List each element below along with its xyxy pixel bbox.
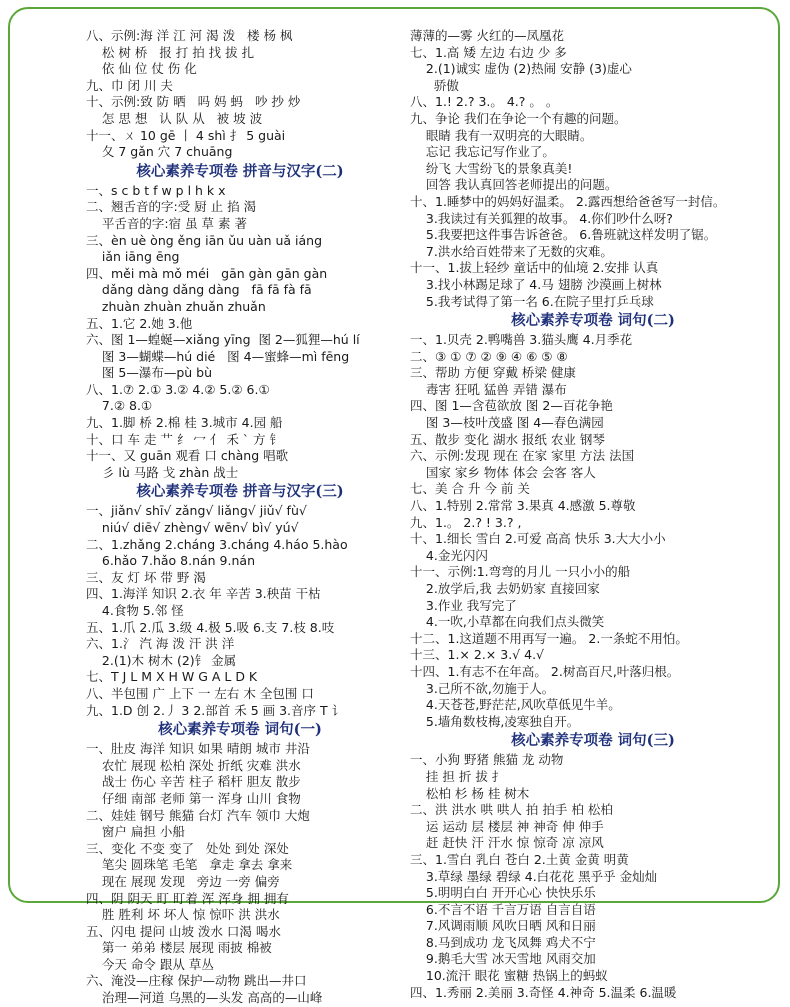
right-column: [410, 28, 776, 1001]
answer-line: 十三、1.× 2.× 3.√ 4.√: [410, 647, 545, 663]
answer-line: 2.(1)诚实 虚伪 (2)热闹 安静 (3)虚心: [410, 61, 632, 77]
left-column: [86, 28, 404, 1007]
answer-line: 毒害 狂吼 猛兽 弄错 瀑布: [410, 381, 567, 397]
answer-line: 一、s c b t f w p l h k x: [86, 182, 226, 198]
answer-line: 2.(1)木 树木 (2)钅 金属: [86, 652, 237, 668]
answer-line: 九、争论 我们在争论一个有趣的问题。: [410, 110, 627, 126]
answer-line: 3.找小林踢足球了 4.马 翅膀 沙漠画上树林: [410, 276, 662, 292]
answer-line: zhuàn zhuàn zhuǎn zhuǎn: [86, 298, 266, 314]
section-heading: 核心素养专项卷 拼音与汉字(三): [136, 483, 344, 501]
answer-line: 7.洪水给百姓带来了无数的灾难。: [410, 243, 613, 259]
answer-line: 10.流汗 眼花 蜜糖 热锅上的蚂蚁: [410, 968, 608, 984]
answer-line: 一、肚皮 海洋 知识 如果 晴朗 城市 井沿: [86, 741, 310, 757]
answer-line: 二、洪 洪水 哄 哄人 拍 拍手 柏 松柏: [410, 802, 613, 818]
answer-line: 八、1.⑦ 2.① 3.② 4.② 5.② 6.①: [86, 381, 270, 397]
answer-line: 4.天苍苍,野茫茫,风吹草低见牛羊。: [410, 697, 621, 713]
answer-line: 十、示例:致 防 晒 吗 妈 蚂 吵 抄 炒: [86, 94, 301, 110]
answer-line: 5.我考试得了第一名 6.在院子里打乒乓球: [410, 293, 654, 309]
answer-line: 农忙 展现 松柏 深处 折纸 灾难 洪水: [86, 757, 301, 773]
answer-line: 七、T J L M X H W G A L D K: [86, 669, 258, 685]
answer-line: 4.一吹,小草都在向我们点头微笑: [410, 614, 605, 630]
answer-line: 五、1.爪 2.瓜 3.级 4.极 5.吸 6.支 7.枝 8.吱: [86, 619, 335, 635]
answer-line: 5.墙角数枝梅,凌寒独自开。: [410, 713, 580, 729]
answer-line: 松 树 桥 报 打 拍 找 拔 扎: [86, 44, 255, 60]
answer-line: 三、帮助 方便 穿戴 桥梁 健康: [410, 365, 576, 381]
answer-line: 八、1.特别 2.常常 3.果真 4.感激 5.尊敬: [410, 498, 636, 514]
answer-line: 四、1.秀丽 2.美丽 3.奇怪 4.神奇 5.温柔 6.温暖: [410, 984, 677, 1000]
answer-line: 依 仙 位 仗 伤 化: [86, 61, 197, 77]
answer-line: 5.我要把这件事告诉爸爸。 6.鲁班就这样发明了锯。: [410, 227, 717, 243]
answer-line: 五、1.它 2.她 3.他: [86, 315, 193, 331]
answer-line: 十、口 车 走 艹 纟 冖 亻 禾 ˋ 方 钅: [86, 431, 282, 447]
answer-line: 八、1.! 2.? 3.。 4.? 。 。: [410, 94, 559, 110]
answer-line: 四、1.海洋 知识 2.衣 年 辛苦 3.秧苗 干枯: [86, 586, 321, 602]
answer-line: 7.② 8.①: [86, 398, 153, 414]
answer-line: niú√ diē√ zhèng√ wēn√ bì√ yú√: [86, 520, 299, 536]
answer-line: 今天 命令 跟从 草丛: [86, 956, 214, 972]
answer-line: 二、娃娃 钢号 熊猫 台灯 汽车 领巾 大炮: [86, 807, 310, 823]
answer-line: 运 运动 层 楼层 神 神奇 伸 伸手: [410, 818, 604, 834]
answer-line: 一、1.贝壳 2.鸭嘴兽 3.猫头鹰 4.月季花: [410, 332, 633, 348]
answer-line: 国家 家乡 物体 体会 会客 客人: [410, 464, 596, 480]
answer-line: 3.我读过有关狐狸的故事。 4.你们吵什么呀?: [410, 210, 673, 226]
answer-line: 8.马到成功 龙飞凤舞 鸡犬不宁: [410, 934, 596, 950]
answer-line: 夂 7 gǎn 穴 7 chuāng: [86, 144, 233, 160]
answer-line: 三、友 灯 坏 带 野 渴: [86, 569, 206, 585]
answer-line: 图 3—枝叶茂盛 图 4—春色满园: [410, 415, 604, 431]
answer-line: 薄薄的—雾 火红的—凤凰花: [410, 28, 564, 43]
answer-line: 现在 展现 发现 旁边 一旁 偏旁: [86, 873, 280, 889]
answer-line: 十一、又 guān 观看 口 chàng 唱歌: [86, 448, 289, 464]
answer-line: 十一、1.拔上轻纱 童话中的仙境 2.安排 认真: [410, 260, 659, 276]
answer-line: 眼睛 我有一双明亮的大眼睛。: [410, 127, 593, 143]
answer-line: dǎng dàng dǎng dàng fā fā fà fā: [86, 282, 312, 298]
answer-line: 胜 胜利 坏 坏人 惊 惊吓 洪 洪水: [86, 907, 280, 923]
answer-line: 十二、1.这道题不用再写一遍。 2.一条蛇不用怕。: [410, 630, 688, 646]
answer-line: 窗户 扁担 小船: [86, 824, 185, 840]
answer-line: 6.hǎo 7.hǎo 8.nán 9.nán: [86, 553, 255, 569]
answer-line: 图 3—蝴蝶—hú dié 图 4—蜜蜂—mì fēng: [86, 348, 350, 364]
answer-line: 九、1.。 2.? ! 3.? ,: [410, 514, 522, 530]
answer-line: 怎 思 想 认 队 从 被 坡 波: [86, 110, 263, 126]
answer-line: 六、示例:发现 现在 在家 家里 方法 法国: [410, 448, 635, 464]
answer-line: 平舌音的字:宿 虽 草 素 著: [86, 215, 247, 231]
answer-line: 2.放学后,我 去奶奶家 直接回家: [410, 581, 600, 596]
section-heading: 核心素养专项卷 词句(三): [511, 732, 675, 750]
answer-line: 彡 lù 马路 戈 zhàn 战士: [86, 464, 239, 480]
answer-line: 四、阴 阴天 盯 盯着 浑 浑身 拥 拥有: [86, 890, 289, 906]
answer-line: 七、美 合 升 今 前 关: [410, 481, 530, 497]
answer-line: 第一 弟弟 楼层 展现 雨披 棉被: [86, 940, 272, 956]
answer-line: 六、图 1—蝗蜒—xiǎng yīng 图 2—狐狸—hú lí: [86, 332, 360, 348]
answer-line: 4.金光闪闪: [410, 547, 488, 563]
answer-line: 回答 我认真回答老师提出的问题。: [410, 177, 618, 193]
answer-line: 9.鹅毛大雪 冰天雪地 风雨交加: [410, 951, 596, 967]
answer-line: 六、1.氵 汽 海 泼 汗 洪 洋: [86, 636, 235, 652]
answer-line: 三、变化 不变 变了 处处 到处 深处: [86, 840, 289, 856]
answer-line: 十、1.睡梦中的妈妈好温柔。 2.露西想给爸爸写一封信。: [410, 193, 726, 209]
answer-line: 6.不言不语 千言万语 自言自语: [410, 901, 596, 917]
answer-line: 二、1.zhǎng 2.cháng 3.cháng 4.háo 5.hào: [86, 536, 348, 552]
answer-line: 赶 赶快 汗 汗水 惊 惊奇 凉 凉风: [410, 835, 604, 851]
answer-line: 四、měi mà mǒ méi gān gàn gān gàn: [86, 265, 328, 281]
answer-line: 四、图 1—含苞欲放 图 2—百花争艳: [410, 398, 613, 414]
answer-line: 5.明明白白 开开心心 快快乐乐: [410, 885, 596, 901]
answer-line: 三、èn uè òng ěng iān ǔu uàn uǎ iáng: [86, 232, 323, 248]
answer-line: 十、1.细长 雪白 2.可爱 高高 快乐 3.大大小小: [410, 531, 666, 547]
answer-line: 五、散步 变化 湖水 报纸 农业 钢琴: [410, 431, 605, 447]
answer-line: iǎn iāng ēng: [86, 249, 180, 265]
answer-line: 八、半包围 广 上下 一 左右 木 全包围 口: [86, 685, 314, 701]
section-heading: 核心素养专项卷 词句(一): [158, 721, 322, 739]
answer-line: 3.己所不欲,勿施于人。: [410, 680, 555, 696]
answer-line: 3.作业 我写完了: [410, 597, 517, 613]
answer-line: 3.草绿 墨绿 碧绿 4.白花花 黑乎乎 金灿灿: [410, 868, 658, 884]
answer-line: 九、1.D 创 2.丿 3 2.部首 禾 5 画 3.音序 T 讠: [86, 702, 345, 718]
answer-line: 八、示例:海 洋 江 河 渴 泼 楼 杨 枫: [86, 28, 293, 43]
answer-line: 一、jiǎn√ shī√ zǎng√ liǎng√ jiǔ√ fù√: [86, 503, 307, 519]
answer-line: 三、1.雪白 乳白 苍白 2.土黄 金黄 明黄: [410, 851, 629, 867]
answer-line: 十四、1.有志不在年高。 2.树高百尺,叶落归根。: [410, 663, 680, 679]
answer-line: 十一、示例:1.弯弯的月儿 一只小小的船: [410, 564, 631, 580]
answer-line: 7.风调雨顺 风吹日晒 风和日丽: [410, 918, 596, 934]
answer-line: 图 5—瀑布—pù bù: [86, 365, 213, 381]
section-heading: 核心素养专项卷 拼音与汉字(二): [136, 162, 344, 180]
answer-line: 十一、ㄨ 10 gē 丨 4 shì 扌 5 guài: [86, 127, 286, 143]
answer-line: 笔尖 圆珠笔 毛笔 拿走 拿去 拿来: [86, 857, 293, 873]
answer-line: 纷飞 大雪纷飞的景象真美!: [410, 160, 573, 176]
answer-line: 一、小狗 野猪 熊猫 龙 动物: [410, 752, 564, 768]
section-heading: 核心素养专项卷 词句(二): [511, 312, 675, 330]
answer-line: 骄傲: [410, 77, 459, 93]
answer-line: 仔细 南部 老师 第一 浑身 山川 食物: [86, 790, 301, 806]
answer-line: 治理—河道 乌黑的—头发 高高的—山峰: [86, 990, 323, 1006]
answer-line: 九、1.脚 桥 2.棉 桂 3.城市 4.园 船: [86, 415, 283, 431]
answer-line: 五、闪电 提问 山坡 泼水 口渴 喝水: [86, 923, 281, 939]
answer-line: 六、淹没—庄稼 保护—动物 跳出—井口: [86, 973, 307, 989]
answer-line: 挂 担 折 拔 扌: [410, 768, 505, 784]
answer-line: 战士 伤心 辛苦 柱子 稻杆 胆友 散步: [86, 774, 301, 790]
answer-line: 二、③ ① ⑦ ② ⑨ ④ ⑥ ⑤ ⑧: [410, 348, 568, 364]
answer-line: 忘记 我忘记写作业了。: [410, 144, 555, 160]
answer-line: 二、翘舌音的字:受 厨 止 掐 渴: [86, 199, 257, 215]
answer-line: 4.食物 5.邻 怪: [86, 603, 184, 618]
answer-line: 松柏 杉 杨 桂 树木: [410, 785, 530, 801]
answer-line: 七、1.高 矮 左边 右边 少 多: [410, 44, 567, 60]
answer-line: 九、巾 闭 川 夫: [86, 77, 173, 93]
